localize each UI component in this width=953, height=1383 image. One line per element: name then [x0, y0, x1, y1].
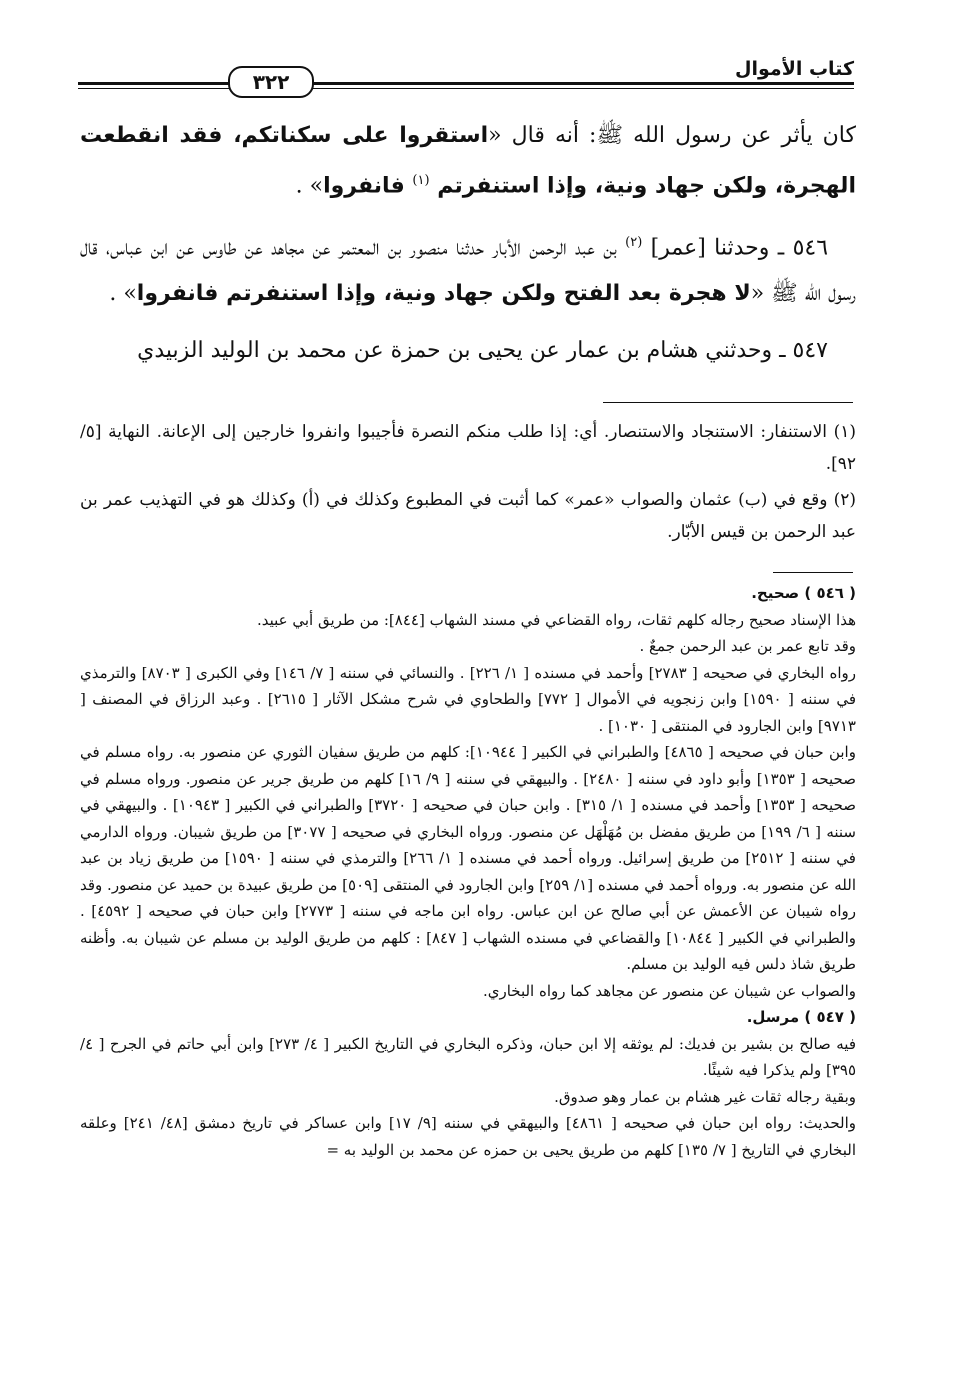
takhrij-heading-547: ( ٥٤٧ ) مرسل. — [746, 1008, 856, 1026]
footnote-separator — [603, 402, 853, 403]
p2-text-b: بن عبد الرحمن الأبار حدثنا منصور بن المعتمر عن مجاهد عن طاوس عن ابن عباس، قال رسول الله ﷺ « — [80, 235, 856, 306]
takhrij-line: والحديث: رواه ابن حبان في صحيحه [ ٤٨٦١] والبيهقي في سننه [٩/ ١٧] وابن عساكر في تاريخ دمشق [٤٨/ ٢٤١] وعلقه البخاري في التاريخ [ ٧/ ١٣٥] كلهم من طريق يحيى بن حمزه عن محمد بن الوليد به = — [80, 1114, 856, 1159]
footnotes — [80, 416, 856, 552]
takhrij-line: هذا الإسناد صحيح رجاله كلهم ثقات، رواه القضاعي في مسند الشهاب [٨٤٤]: من طريق أبي عبيد. — [256, 610, 856, 629]
p2-text-a: ٥٤٦ ـ وحدثنا [عمر] — [642, 235, 829, 261]
takhrij-line: فيه صالح بن بشير بن فديك: لم يوثقه إلا ابن حبان، وذكره البخاري في التاريخ الكبير [ ٤/ ٢٧٣] وابن أبي حاتم في الجرح [ ٤/ ٣٩٥] ولم يذكرا فيه شيئًا. — [80, 1034, 856, 1079]
footnote-ref-1: (١) — [412, 173, 430, 188]
p2-quote: لا هجرة بعد الفتح ولكن جهاد ونية، وإذا استنفرتم فانفروا — [136, 280, 751, 306]
page-number: ٣٢٢ — [228, 66, 314, 98]
takhrij-line: وقد تابع عمر بن عبد الرحمن جمعٌ . — [639, 637, 856, 655]
takhrij-heading-546: ( ٥٤٦ ) صحيح. — [751, 584, 856, 602]
takhrij-line: والصواب عن شيبان عن منصور عن مجاهد كما رواه البخاري. — [482, 981, 856, 1000]
main-text — [80, 113, 856, 385]
header-rule — [78, 82, 854, 85]
hadith-546 — [80, 220, 856, 315]
p1-text-d: » . — [295, 173, 324, 199]
takhrij-section — [80, 580, 856, 1163]
header-rule-thin — [78, 88, 854, 89]
book-title: كتاب الأموال — [735, 58, 854, 80]
footnote-2: (٢) وقع في (ب) عثمان والصواب «عمر» كما أثبت في المطبوع وكذلك في (أ) وكذلك هو في التهذيب عمر بن عبد الرحمن بن قيس الأبّار. — [80, 490, 856, 542]
page-header — [78, 52, 854, 96]
footnote-1: (١) الاستنفار: الاستنجاد والاستنصار. أي: إذا طلب منكم النصرة فأجيبوا وانفروا خارجين إلى الإعانة. النهاية [٥/ ٩٢]. — [80, 422, 856, 474]
takhrij-separator — [773, 572, 853, 573]
hadith-547: ٥٤٧ ـ وحدثني هشام بن عمار عن يحيى بن حمزة عن محمد بن الوليد الزبيدي — [137, 337, 828, 363]
paragraph-continuation — [80, 113, 856, 208]
p2-text-d: » . — [109, 280, 137, 306]
p1-quote-end: فانفروا — [323, 173, 413, 199]
takhrij-line: رواه البخاري في صحيحه [ ٢٧٨٣] وأحمد في مسنده [ ١/ ٢٢٦] . والنسائي في سننه [ ٧/ ١٤٦] وفي الكبرى [ ٨٧٠٣] والترمذي في سننه [ ١٥٩٠] وابن زنجويه في الأموال [ ٧٧٢] والطحاوي في شرح مشكل الآثار [ ٢٦١٥] . وعبد الرزاق في المصنف [ ٩٧١٣] وابن الجارود في المنتقى [ ١٠٣٠] . — [80, 663, 856, 735]
p1-quote: استقروا على سكناتكم، فقد انقطعت الهجرة، ولكن جهاد ونية، وإذا استنفرتم — [80, 123, 856, 199]
takhrij-line: وبقية رجاله ثقات غير هشام بن عمار وهو صدوق. — [554, 1087, 856, 1106]
takhrij-line: وابن حبان في صحيحه [ ٤٨٦٥] والطبراني في الكبير [ ١٠٩٤٤]: كلهم من طريق سفيان الثوري عن منصور به. رواه مسلم في صحيحه [ ١٣٥٣] وأبو داود في سننه [ ٢٤٨٠] . والبيهقي في سننه [ ٩/ ١٦] كلهم من طريق جرير عن منصور. ورواه مسلم في صحيحه [ ١٣٥٣] وأحمد في مسنده [ ١/ ٣١٥] . وابن حبان في صحيحه [ ٣٧٢٠] والطبراني في الكبير [ ١٠٩٤٣] . والبيهقي في سننه [ ٦/ ١٩٩] من طريق مفضل بن مُهَلْهَل عن منصور. ورواه البخاري في صحيحه [ ٣٠٧٧] من طريق شيبان. ورواه الدارمي في سننه [ ٢٥١٢] من طريق إسرائيل. ورواه أحمد في مسنده [ ١/ ٢٦٦] والترمذي في سننه [ ١٥٩٠] من طريق زياد بن عبد الله عن منصور به. ورواه أحمد في مسنده [١/ ٢٥٩] وابن الجارود في المنتقى [٥٠٩] من طريق عبيدة بن حميد عن منصور. وقد رواه شيبان عن الأعمش عن أبي صالح عن ابن عباس. رواه ابن ماجه في سننه [ ٢٧٧٣] وابن حبان في صحيحه [ ٤٥٩٢] . والطبراني في الكبير [ ١٠٨٤٤] والقضاعي في مسنده الشهاب [ ٨٤٧] : كلهم من طريق الوليد بن مسلم عن شيبان به. وأظنه طريق شاذ دلس فيه الوليد بن مسلم. — [80, 743, 856, 973]
p1-text-a: كان يأثر عن رسول الله ﷺ: أنه قال « — [488, 123, 856, 148]
footnote-ref-2: (٢) — [625, 235, 643, 251]
